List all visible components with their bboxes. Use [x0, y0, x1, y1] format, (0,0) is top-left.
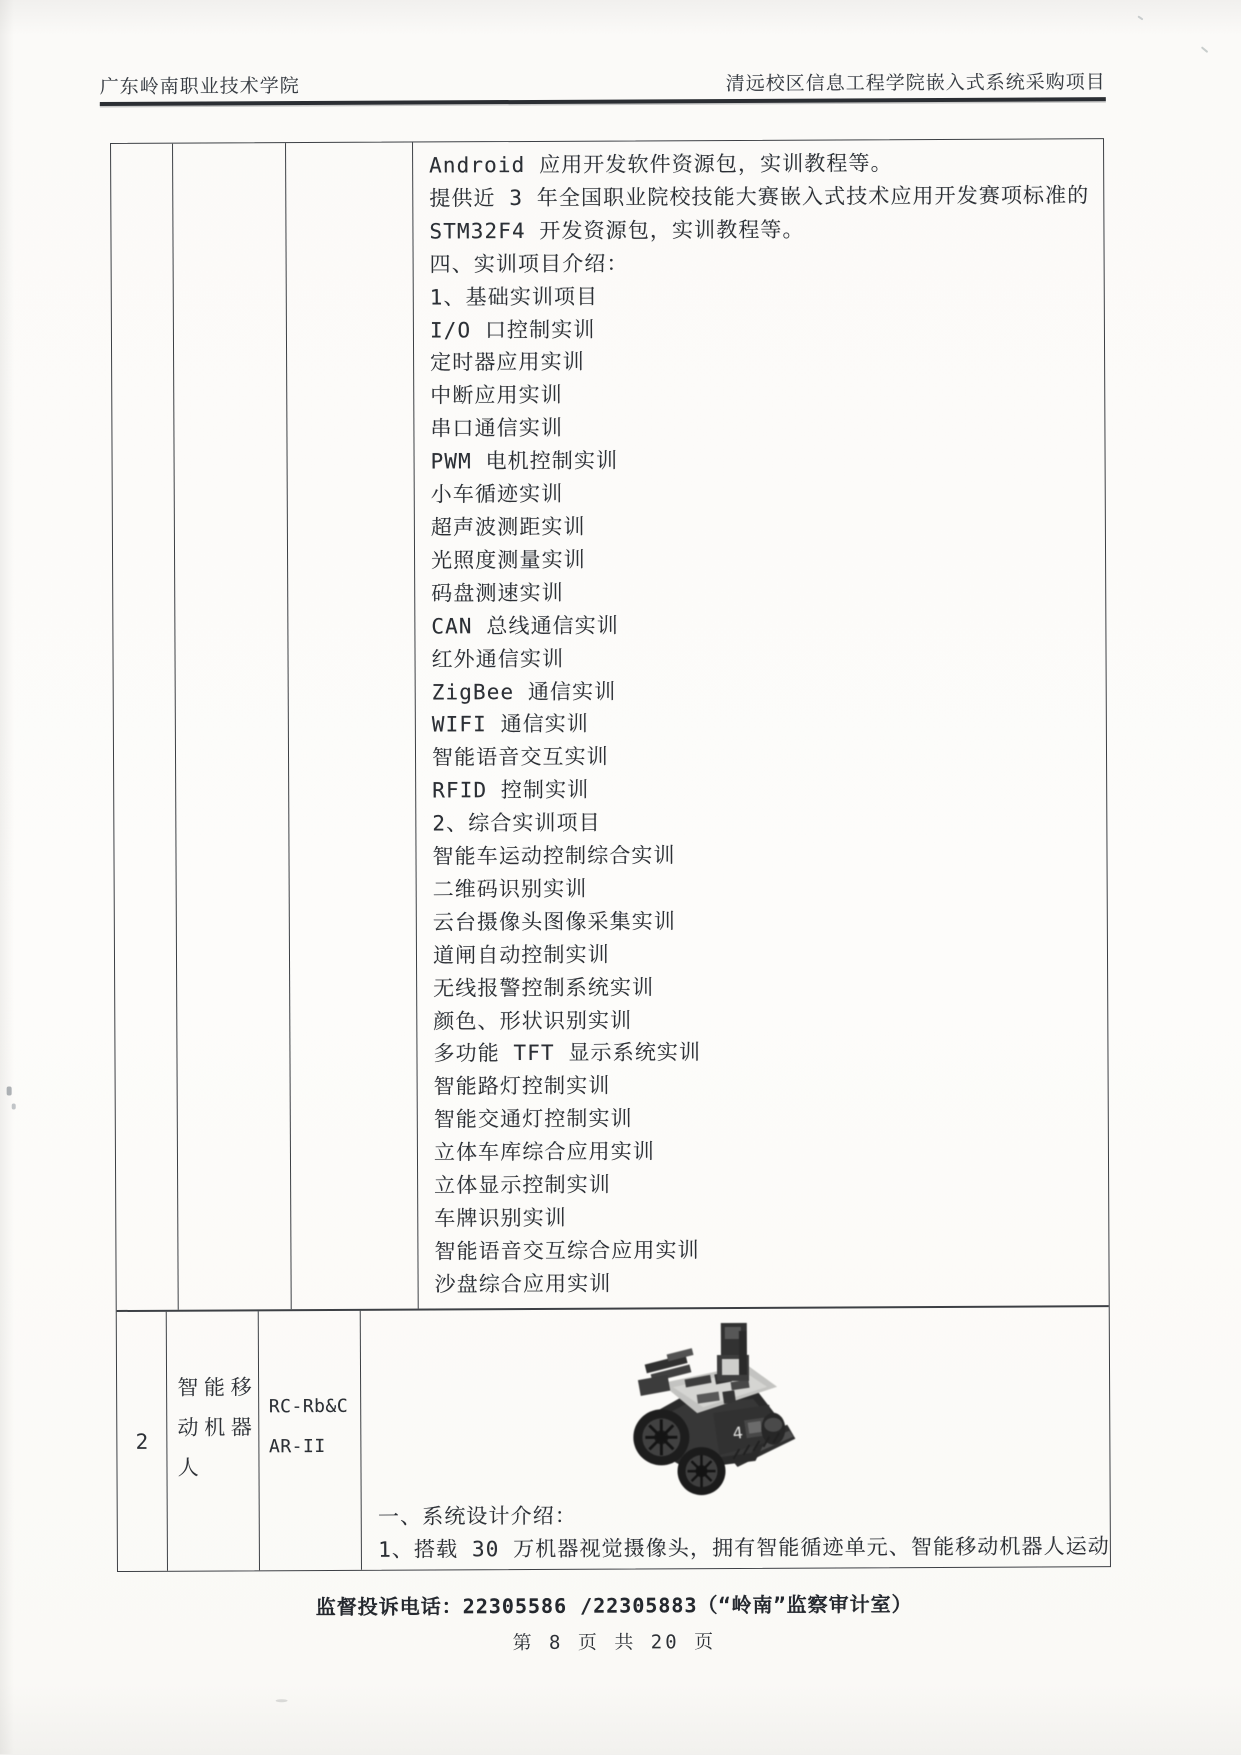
description-line: 定时器应用实训: [430, 344, 1104, 380]
item-model: RC-Rb&CAR-II: [259, 1386, 361, 1466]
description-line: 立体显示控制实训: [434, 1166, 1108, 1202]
description-line: 沙盘综合应用实训: [435, 1265, 1109, 1301]
robot-car-photo: [627, 1321, 800, 1498]
complaint-hotline-text: 监督投诉电话：22305586 /22305883（“岭南”监察审计室）: [117, 1587, 1111, 1621]
description-line: Android 应用开发软件资源包，实训教程等。: [429, 146, 1103, 182]
header-rule: [100, 97, 1106, 106]
page-footer: [117, 1587, 1111, 1657]
description-line: 云台摄像头图像采集实训: [433, 903, 1107, 939]
description-line: 四、实训项目介绍：: [430, 245, 1104, 281]
description-line: RFID 控制实训: [432, 771, 1106, 807]
header-right-text: 清远校区信息工程学院嵌入式系统采购项目: [726, 67, 1106, 96]
description-line: 智能交通灯控制实训: [434, 1100, 1108, 1136]
page-number-text: 第 8 页 共 20 页: [117, 1625, 1111, 1657]
row-number-cell: [117, 1312, 168, 1571]
row-number-cell-empty: [111, 144, 179, 1310]
figure-area: [361, 1317, 1110, 1499]
description-line: STM32F4 开发资源包，实训教程等。: [429, 212, 1103, 248]
header-left-text: 广东岭南职业技术学院: [100, 71, 300, 99]
description-line: 超声波测距实训: [431, 508, 1105, 544]
description-line: 红外通信实训: [431, 640, 1105, 676]
description-line: 智能路灯控制实训: [434, 1068, 1108, 1104]
description-lines: [362, 1495, 1110, 1567]
item-model-cell: [258, 1311, 362, 1570]
description-line: CAN 总线通信实训: [431, 607, 1105, 643]
scan-speck: [276, 1699, 288, 1702]
procurement-spec-table: [110, 138, 1111, 1572]
description-line: 串口通信实训: [430, 409, 1104, 445]
description-line: 一、系统设计介绍：: [378, 1497, 1110, 1534]
item-model-cell-empty: [286, 143, 419, 1310]
description-line: WIFI 通信实训: [432, 706, 1106, 742]
description-line: 立体车库综合应用实训: [434, 1133, 1108, 1169]
item-name: 智能移动机器人: [167, 1367, 258, 1487]
description-line: 智能车运动控制综合实训: [432, 837, 1106, 873]
description-line: 小车循迹实训: [431, 475, 1105, 511]
description-line: 颜色、形状识别实训: [433, 1002, 1107, 1038]
description-line: 智能语音交互综合应用实训: [434, 1232, 1108, 1268]
description-line: 1、搭载 30 万机器视觉摄像头，拥有智能循迹单元、智能移动机器人运动: [378, 1530, 1110, 1567]
description-line: 2、综合实训项目: [432, 804, 1106, 840]
description-line: 无线报警控制系统实训: [433, 969, 1107, 1005]
description-line: 码盘测速实训: [431, 574, 1105, 610]
description-line: 二维码识别实训: [433, 870, 1107, 906]
table-row-item-2: [117, 1307, 1110, 1571]
item-name-cell-empty: [173, 143, 292, 1310]
description-line: 道闸自动控制实训: [433, 936, 1107, 972]
description-line: I/O 口控制实训: [430, 311, 1104, 347]
svg-text:4: 4: [732, 1423, 744, 1443]
description-line: 车牌识别实训: [434, 1199, 1108, 1235]
description-line: 光照度测量实训: [431, 541, 1105, 577]
scan-speck: [1201, 46, 1208, 53]
description-line: 提供近 3 年全国职业院校技能大赛嵌入式技术应用开发赛项标准的: [429, 179, 1103, 215]
item-description-cell: [413, 139, 1109, 1308]
page-header: [100, 67, 1106, 99]
item-description-cell: [361, 1307, 1110, 1570]
description-line: 1、基础实训项目: [430, 278, 1104, 314]
description-line: 智能语音交互实训: [432, 738, 1106, 774]
scan-speck: [1137, 15, 1143, 20]
description-line: ZigBee 通信实训: [432, 673, 1106, 709]
table-row-continuation: [111, 139, 1109, 1312]
description-line: 中断应用实训: [430, 376, 1104, 412]
description-lines: [413, 139, 1109, 1301]
scan-edge-shadow: [0, 0, 14, 1754]
description-line: PWM 电机控制实训: [430, 442, 1104, 478]
item-name-cell: [167, 1311, 260, 1570]
description-line: 多功能 TFT 显示系统实训: [433, 1035, 1107, 1071]
row-number: 2: [136, 1429, 149, 1453]
